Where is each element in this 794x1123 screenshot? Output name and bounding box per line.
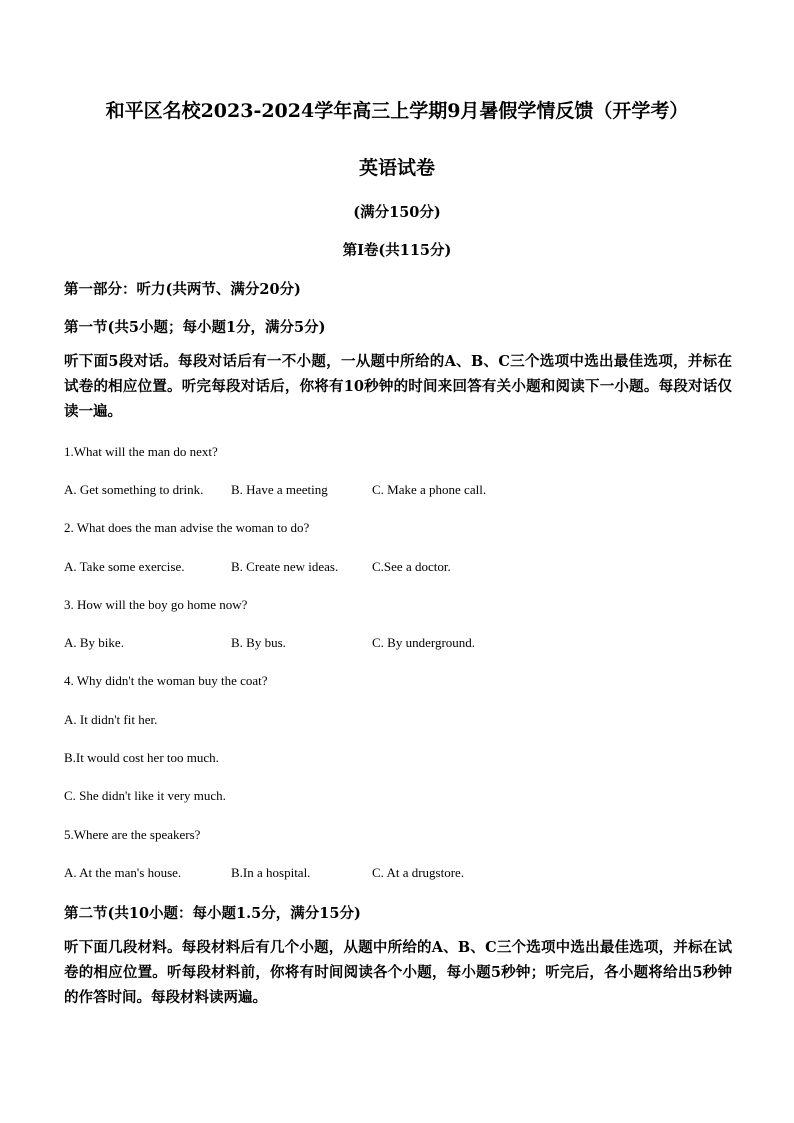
question-2-option-c: C.See a doctor. <box>372 559 451 574</box>
question-3-option-b: B. By bus. <box>231 635 286 650</box>
section-two-instructions: 听下面几段材料。每段材料后有几个小题，从题中所给的A、B、C三个选项中选出最佳选项，并标在试卷的相应位置。听每段材料前，你将有时间阅读各个小题，每小题5秒钟；听完后，各小题将给出5秒钟的作答时间。每段材料读两遍。 <box>64 939 732 1006</box>
question-4-option-a: A. It didn't fit her. <box>64 712 158 727</box>
section-two-heading: 第二节(共10小题：每小题1.5分，满分15分) <box>64 905 361 922</box>
volume-heading: 第I卷(共115分) <box>342 242 452 259</box>
section-one-instructions: 听下面5段对话。每段对话后有一不小题，一从题中所给的A、B、C三个选项中选出最佳选项，并标在试卷的相应位置。听完每段对话后，你将有10秒钟的时间来回答有关小题和阅读下一小题。每段对话仅读一遍。 <box>64 353 732 420</box>
question-5-option-b: B.In a hospital. <box>231 865 311 880</box>
question-5-option-c: C. At a drugstore. <box>372 865 465 880</box>
question-3-option-c: C. By underground. <box>372 635 476 650</box>
question-4-option-c: C. She didn't like it very much. <box>64 788 226 803</box>
question-5: 5.Where are the speakers? <box>64 827 201 842</box>
question-2: 2. What does the man advise the woman to do? <box>64 520 310 535</box>
exam-subject: 英语试卷 <box>358 157 435 179</box>
question-3: 3. How will the boy go home now? <box>64 597 248 612</box>
question-1-option-a: A. Get something to drink. <box>64 482 204 497</box>
part-one-heading: 第一部分：听力(共两节、满分20分) <box>64 281 301 298</box>
question-1-option-c: C. Make a phone call. <box>372 482 487 497</box>
question-1-option-b: B. Have a meeting <box>231 482 328 497</box>
question-4-option-b: B.It would cost her too much. <box>64 750 219 765</box>
question-5-option-a: A. At the man's house. <box>64 865 182 880</box>
question-4: 4. Why didn't the woman buy the coat? <box>64 673 268 688</box>
full-score: (满分150分) <box>353 204 441 221</box>
question-1: 1.What will the man do next? <box>64 444 218 459</box>
question-3-option-a: A. By bike. <box>64 635 124 650</box>
section-one-heading: 第一节(共5小题；每小题1分，满分5分) <box>64 319 326 336</box>
question-2-option-b: B. Create new ideas. <box>231 559 339 574</box>
exam-title: 和平区名校2023-2024学年高三上学期9月暑假学情反馈（开学考） <box>105 100 689 122</box>
question-2-option-a: A. Take some exercise. <box>64 559 185 574</box>
